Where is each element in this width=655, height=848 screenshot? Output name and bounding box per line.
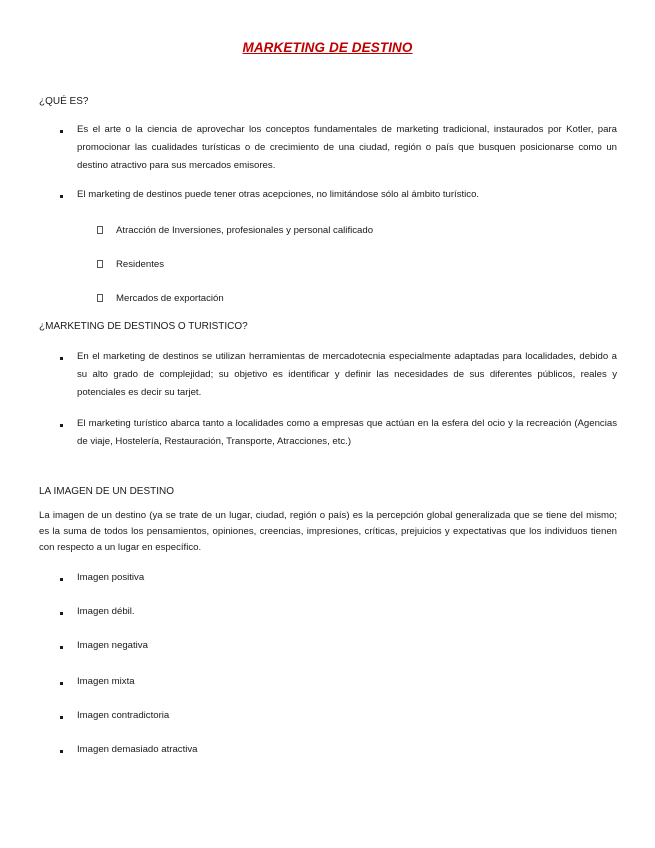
bullet-item: En el marketing de destinos se utilizan herramientas de mercadotecnia especialmente adaptadas para localidades, debido a su alto grado de complejidad; su objetivo es identificar y definir las necesidades de sus diferentes públicos, reales y potenciales es decir su tarjet.	[77, 351, 617, 398]
bullet-marker	[56, 573, 66, 583]
section-heading-imagen-destino: LA IMAGEN DE UN DESTINO	[39, 486, 175, 497]
bullet-marker	[56, 677, 66, 687]
checkbox-glyph-icon	[97, 226, 103, 234]
checkbox-glyph-icon	[97, 260, 103, 268]
bullet-item: Es el arte o la ciencia de aprovechar los conceptos fundamentales de marketing tradicional, instaurados por Kotler, para promocionar las cualidades turísticas o de crecimiento de una ciudad, región o país que busquen posicionarse como un destino atractivo para sus mercados emisores.	[77, 124, 617, 171]
body-paragraph: La imagen de un destino (ya se trate de un lugar, ciudad, región o país) es la percepción global generalizada que se tiene del mismo; es la suma de todos los pensamientos, opiniones, creencias, impresiones, críticas, prejuicios y expectativas que los individuos tienen con respecto a un lugar en específico.	[39, 510, 617, 553]
document-title: MARKETING DE DESTINO	[242, 40, 413, 55]
bullet-item: El marketing turístico abarca tanto a localidades como a empresas que actúan en la esfera del ocio y la recreación (Agencias de viaje, Hostelería, Restauración, Transporte, Atracciones, etc.)	[77, 418, 617, 447]
bullet-marker	[56, 125, 66, 135]
list-item: Imagen demasiado atractiva	[77, 744, 198, 755]
checkbox-glyph-icon	[97, 294, 103, 302]
bullet-marker	[56, 190, 66, 200]
bullet-marker	[56, 419, 66, 429]
list-item: Imagen positiva	[77, 572, 145, 583]
list-item: Imagen débil.	[77, 606, 135, 617]
list-item: Imagen contradictoria	[77, 710, 170, 721]
sub-item: Mercados de exportación	[116, 293, 224, 304]
bullet-marker	[56, 745, 66, 755]
section-heading-marketing-destinos: ¿MARKETING DE DESTINOS O TURISTICO?	[39, 321, 248, 332]
sub-item: Atracción de Inversiones, profesionales y personal calificado	[116, 225, 374, 236]
section-heading-que-es: ¿QUÉ ES?	[39, 96, 89, 107]
bullet-marker	[56, 607, 66, 617]
list-item: Imagen mixta	[77, 676, 135, 687]
bullet-marker	[56, 641, 66, 651]
sub-item: Residentes	[116, 259, 164, 270]
list-item: Imagen negativa	[77, 640, 148, 651]
bullet-item: El marketing de destinos puede tener otras acepciones, no limitándose sólo al ámbito turístico.	[77, 189, 480, 200]
bullet-marker	[56, 352, 66, 362]
bullet-marker	[56, 711, 66, 721]
